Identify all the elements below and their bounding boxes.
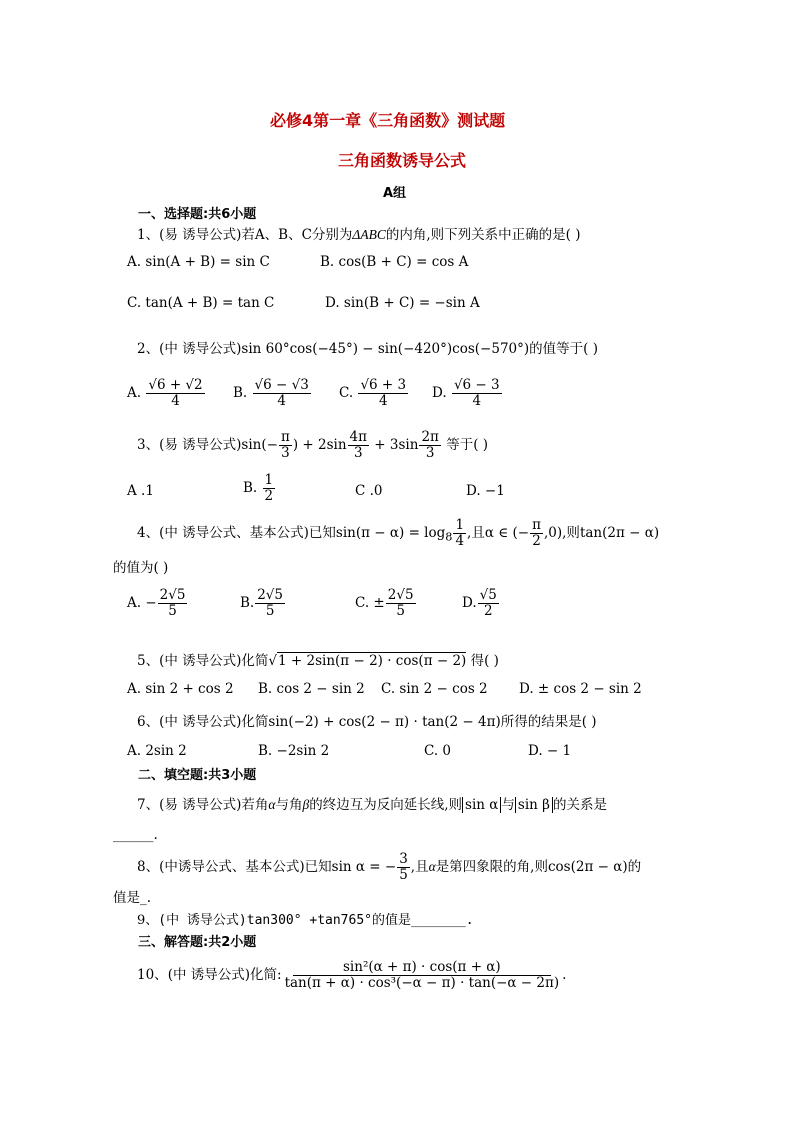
denominator: 3 [425,444,435,461]
numerator: √6 + 3 [360,377,407,393]
option-label: C. [339,384,354,401]
numerator: √5 [479,587,497,603]
question-text: 的终边互为反向延长线,则 [309,797,463,813]
question-10 [137,960,566,991]
option-1b: B. cos(B + C) = cos A [320,254,469,270]
question-number: 6、 [137,714,160,730]
option-6d: D. − 1 [528,743,572,759]
denominator: 4 [455,532,465,549]
question-number: 1、 [137,227,160,243]
denominator: 2 [532,532,541,549]
question-4-line2: 的值为( ) [113,560,169,576]
numerator: 2π [421,429,439,445]
question-number: 8、 [137,858,160,875]
option-3b [243,473,276,504]
expr-part: ) + 2sin [292,436,347,453]
option-1c: C. tan(A + B) = tan C [127,295,275,311]
question-number: 9、 [137,913,159,928]
expr-part: tan(2π − α) [579,524,660,541]
question-text: 等于( ) [446,436,489,453]
question-expression: sin(−2) + cos(2 − π) · tan(2 − 4π) [268,714,501,730]
numerator: 3 [399,851,408,867]
option-3a: A .1 [127,483,154,499]
option-fraction [478,588,499,619]
option-2a [127,378,206,409]
abs-expression: sin β [515,797,553,813]
question-text: (中 诱导公式)化简: [167,966,282,983]
question-text: (中 诱导公式) [159,341,242,357]
option-4a [127,588,188,619]
numerator: 2√5 [159,587,186,603]
denominator: 4 [472,392,482,409]
expr-part: ,0) [543,524,563,541]
question-number: 4、 [137,524,160,541]
expr-part: sin(− [241,436,278,453]
denominator: 4 [277,392,286,409]
option-fraction [253,378,311,409]
expr-part: + 3sin [370,436,419,453]
question-7 [137,793,607,813]
group-label: A组 [383,186,407,201]
expr-fraction [348,430,369,461]
expr-fraction [419,430,440,461]
question-text: ,则 [562,524,580,541]
question-text: 的关系是 [552,797,607,813]
section-fill-heading: 二、填空题:共3小题 [138,768,257,783]
question-text: ,且 [467,524,485,541]
denominator: 5 [399,866,408,883]
option-1a: A. sin(A + B) = sin C [127,254,270,270]
option-label: D. [432,384,447,401]
denominator: 2 [264,487,274,504]
option-2b [233,378,312,409]
numerator: 1 [264,472,274,488]
question-1 [137,223,580,243]
beta-symbol: β [302,797,310,812]
question-4 [137,518,659,549]
question-7-blank[interactable]: ______. [113,827,158,843]
question-text: (中 诱导公式、基本公式)已知 [159,524,336,541]
option-fraction [146,378,204,409]
question-number: 2、 [137,341,160,357]
question-8-line2: 值是_. [113,890,152,906]
numerator: √6 + √2 [148,377,203,393]
page-subtitle: 三角函数诱导公式 [338,151,467,170]
option-6b: B. −2sin 2 [258,743,330,759]
question-text: 的 [627,858,642,875]
question-5 [137,649,499,669]
numerator: π [532,517,541,533]
question-text: 是第四象限的角,则 [435,858,548,875]
expr-fraction [279,430,292,461]
numerator: √6 − √3 [254,377,309,393]
denominator: tan(π + α) · cos³(−α − π) · tan(−α − 2π) [284,974,560,991]
numerator: 1 [455,517,465,533]
question-text: 的值等于( ) [529,341,598,357]
question-expression: ΔABC [352,227,386,242]
denominator: 5 [265,602,275,619]
expr-part: cos(2π − α) [547,858,628,875]
question-number: 5、 [137,653,160,669]
question-9 [137,909,474,928]
log-base: 8 [445,530,453,544]
question-text: (中诱导公式、基本公式)已知 [159,858,332,875]
question-8 [137,852,641,883]
denominator: 5 [396,602,405,619]
question-text: . [562,966,567,983]
numerator: 2√5 [257,587,283,603]
option-4b [240,588,286,619]
question-text: (中 诱导公式)化简 [159,714,269,730]
option-4c [355,588,417,619]
option-fraction [358,378,408,409]
option-5a: A. sin 2 + cos 2 [127,681,234,697]
expr-fraction [283,960,562,991]
question-text: (中 诱导公式)tan300° +tan765°的值是_______. [158,913,474,928]
expr-fraction [530,518,543,549]
denominator: 5 [168,602,177,619]
question-text: 的内角,则下列关系中正确的是( ) [385,227,581,243]
denominator: 4 [378,392,388,409]
question-expression: 1 + 2sin(π − 2) · cos(π − 2) [278,653,467,669]
question-number: 7、 [137,797,160,813]
numerator: 2√5 [387,587,414,603]
question-number: 3、 [137,436,160,453]
option-3d: D. −1 [466,483,505,499]
page-title: 必修4第一章《三角函数》测试题 [270,111,506,130]
question-3 [137,430,488,461]
abs-expression: sin α [462,797,501,813]
option-5d: D. ± cos 2 − sin 2 [519,681,642,697]
denominator: 3 [281,444,290,461]
option-6c: C. 0 [424,743,452,759]
question-text: (易 诱导公式)若A、B、C分别为 [159,227,353,243]
alpha-symbol: α [428,858,436,874]
denominator: 4 [171,392,180,409]
numerator: sin²(α + π) · cos(π + α) [293,960,551,976]
option-2c [339,378,409,409]
expr-part: sin(π − α) = log [335,524,446,541]
question-2 [137,337,598,357]
option-6a: A. 2sin 2 [127,743,187,759]
question-expression: sin 60°cos(−45°) − sin(−420°)cos(−570°) [241,341,530,357]
option-3c: C .0 [355,483,383,499]
option-4d [462,588,500,619]
expr-part: α ∈ (− [484,524,530,541]
option-label: A. − [127,594,157,611]
question-6 [137,710,597,730]
question-text: (中 诱导公式)化简 [159,653,269,669]
option-fraction [452,378,502,409]
question-text: 所得的结果是( ) [500,714,597,730]
option-fraction [386,588,416,619]
question-text: 与 [501,797,515,813]
option-5b: B. cos 2 − sin 2 [258,681,365,697]
option-label: B. [233,384,248,401]
expr-fraction [397,852,410,883]
alpha-symbol: α [268,797,276,812]
question-text: 得( ) [470,653,499,669]
numerator: 4π [349,429,367,445]
question-number: 10、 [137,966,168,983]
option-label: D. [462,594,477,611]
section-choice-heading: 一、选择题:共6小题 [138,207,257,222]
option-fraction [263,473,276,504]
numerator: π [280,429,290,445]
expr-fraction [453,518,466,549]
option-5c: C. sin 2 − cos 2 [381,681,488,697]
option-label: C. ± [355,594,385,611]
question-text: 与角 [275,797,303,813]
denominator: 3 [353,444,363,461]
option-label: B. [240,594,255,611]
option-label: B. [243,479,258,496]
radical-sign [268,653,277,669]
numerator: √6 − 3 [453,377,500,393]
question-text: (易 诱导公式)若角 [159,797,269,813]
question-text: ,且 [410,858,429,875]
option-fraction [158,588,188,619]
expr-part: sin α = − [331,858,397,875]
denominator: 2 [483,602,493,619]
option-2d [432,378,503,409]
option-fraction [255,588,285,619]
option-label: A. [127,384,142,401]
option-1d: D. sin(B + C) = −sin A [325,295,480,311]
question-text: (易 诱导公式) [159,436,242,453]
section-answer-heading: 三、解答题:共2小题 [138,935,257,950]
